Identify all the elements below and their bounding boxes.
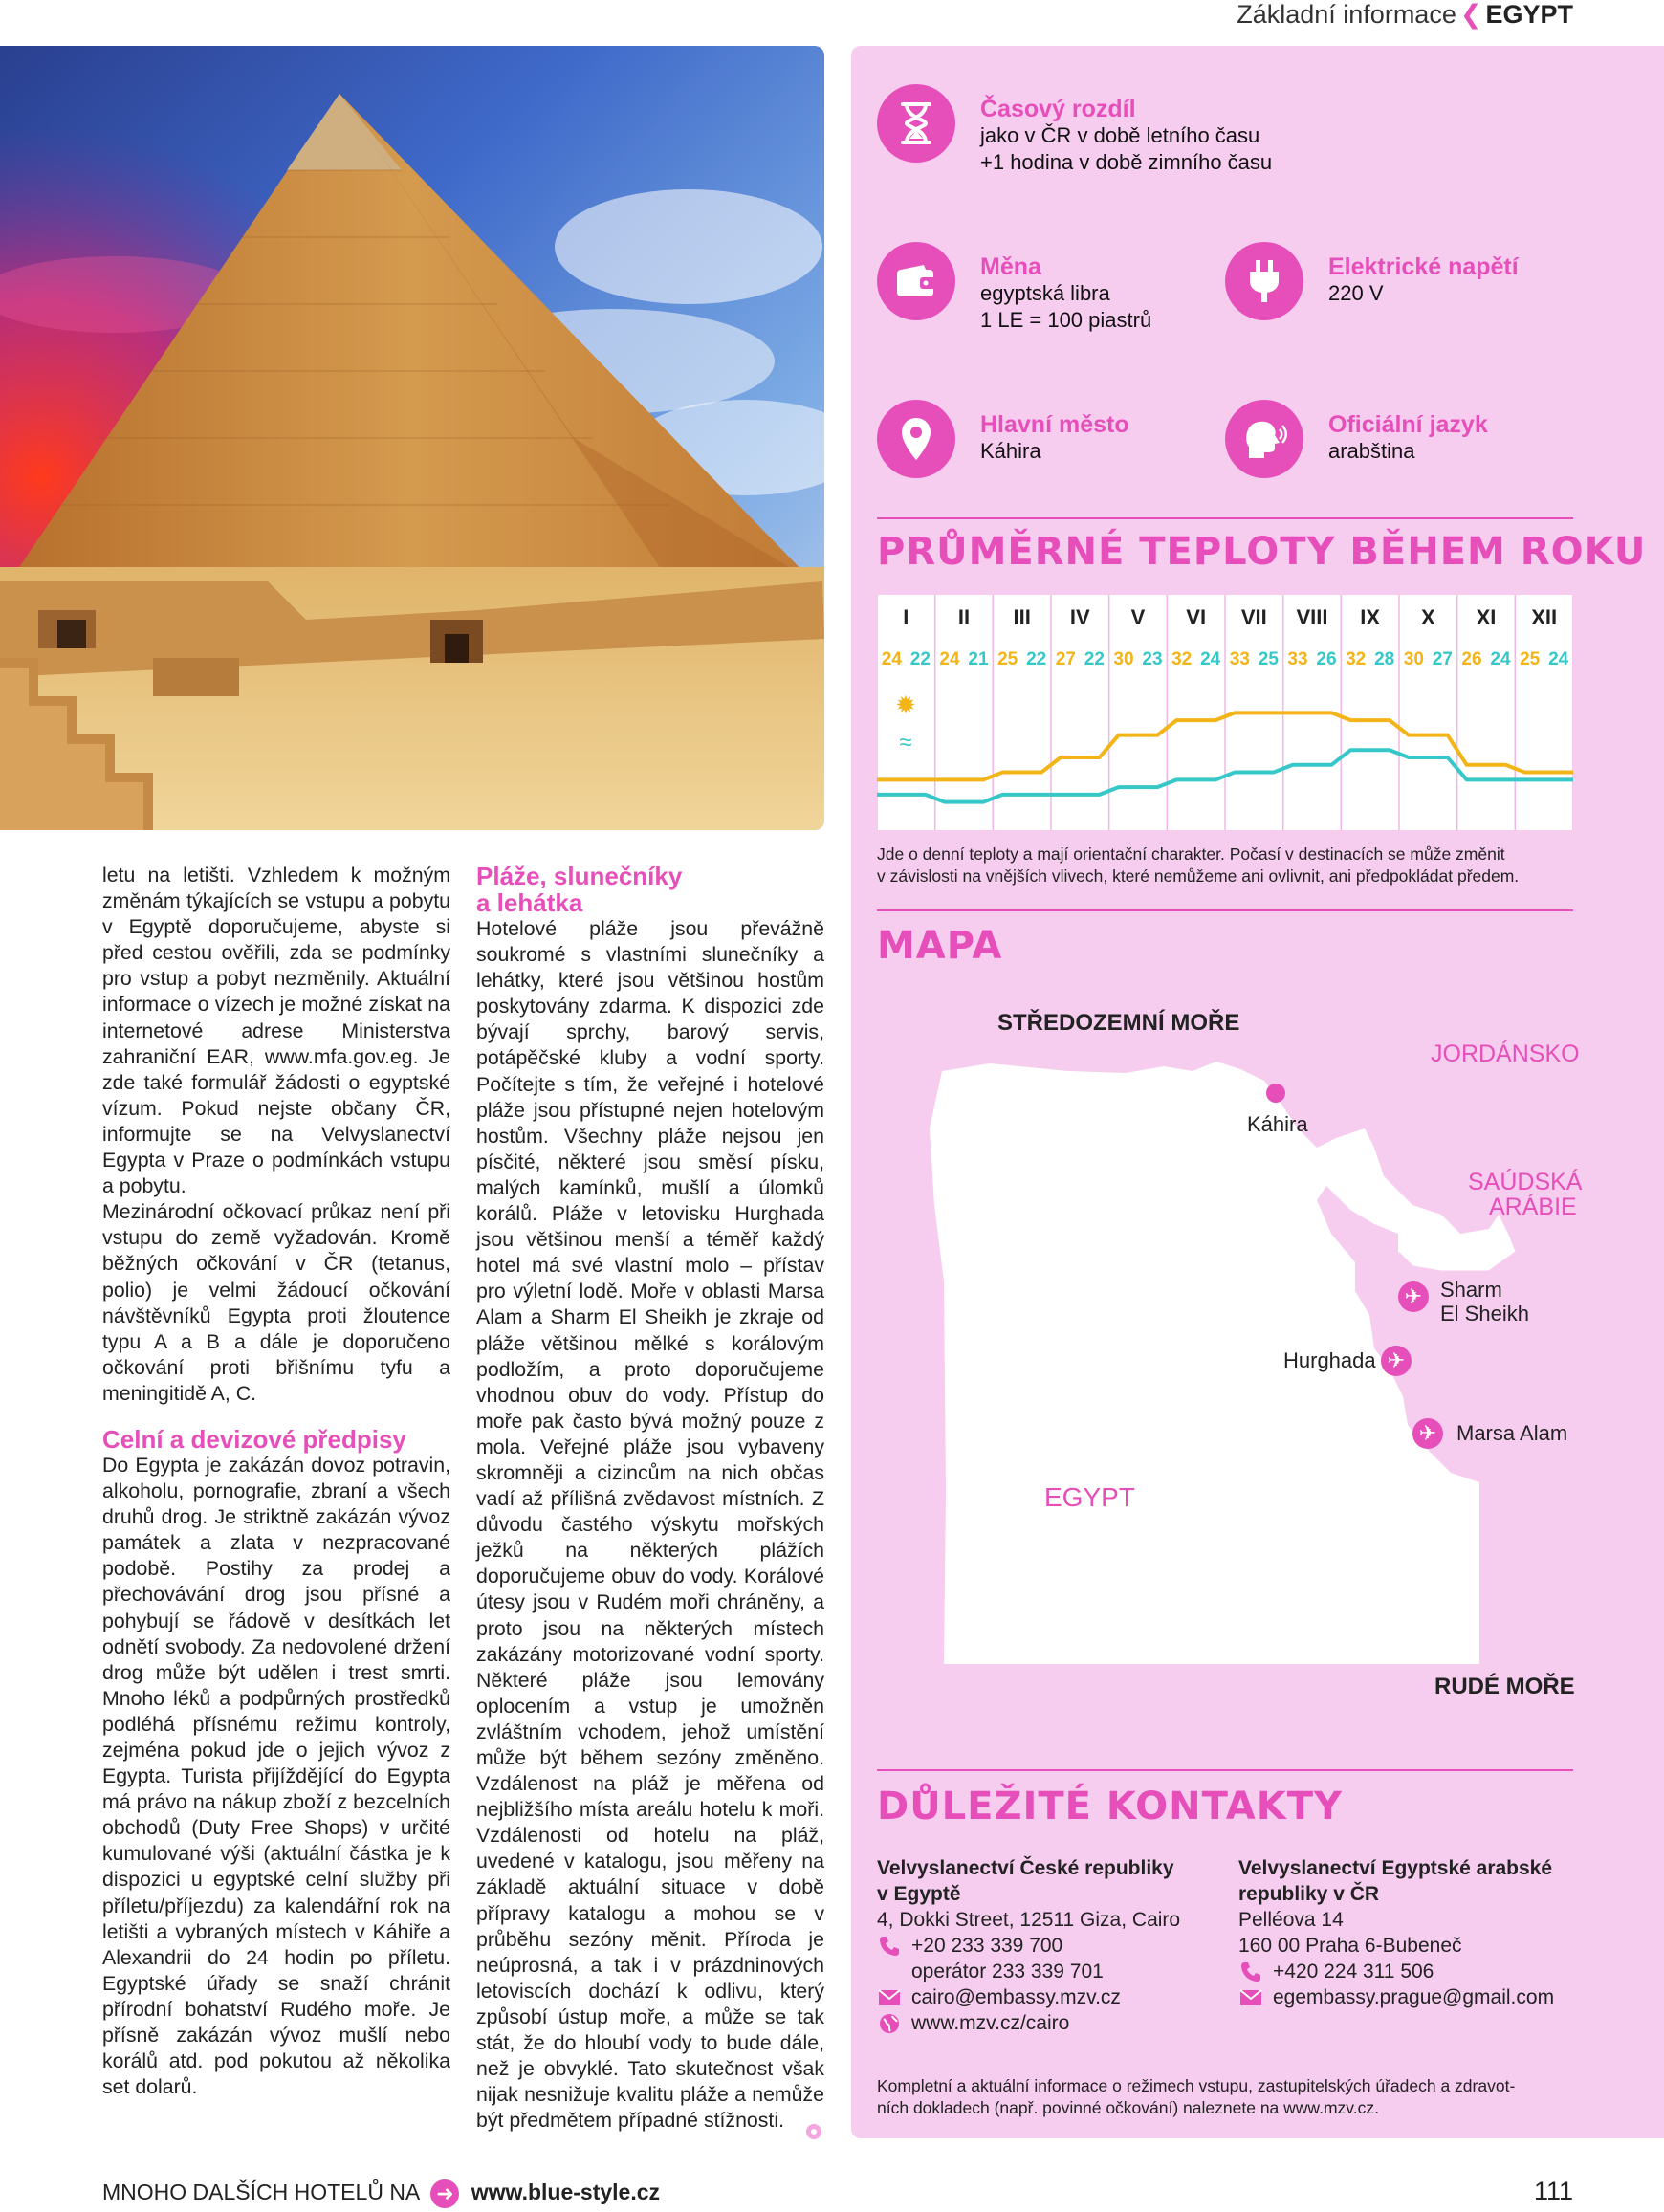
cz-embassy-name-2: v Egyptě [877,1883,961,1905]
phone-icon [877,1936,902,1957]
air-temp-label: 26 [1461,649,1482,669]
voltage-value: 220 V [1328,281,1384,305]
customs-text: Do Egypta je zakázán dovoz potravin, alkoholu, pornografie, zbraní a všech druhů drog. Je striktně zakázán vývoz památek a zlata v nezpracované podobě. Postihy za prodej a přechovávání drog jsou přísné a pohybují se řádově v desítkách let odnětí svobody. Za nedovolené držení drog může být udělen i trest smrti. Mnoho léků a podpůrných prostředků podléhá přísnému režimu kontroly, zejména pokud jde o jejich vývoz z Egypta. Turista přijíždějící do Egypta má právo na nákup zboží z bezcelních obchodů (Duty Free Shops) v určité kumulované výši (aktuální částka je k dispozici u egyptské celní služby při příletu/příjezdu) za kalendářní rok na letišti a vybraných místech v Káhiře a Alexandrii do 24 hodin po příletu. Egyptské úřady se snaží chránit přírodní bohatství Rudého moře. Je přísně zakázán vývoz mušlí nebo korálů atd. pod pokutou až několika set dolarů. [102,1453,450,2099]
eg-embassy-name-2: republiky v ČR [1238,1883,1380,1905]
label-sharm-1: Sharm [1440,1278,1502,1302]
fact-time-difference [877,84,1272,176]
label-red-sea: RUDÉ MOŘE [1434,1674,1575,1699]
divider-contacts [877,1769,1573,1771]
label-mediterranean-sea: STŘEDOZEMNÍ MOŘE [997,1010,1240,1036]
eg-phone[interactable]: +420 224 311 506 [1273,1960,1434,1982]
cz-web-row [877,2010,1180,2036]
contact-eg-embassy [1238,1855,1554,2010]
contact-cz-embassy [877,1855,1180,2036]
egypt-map [877,995,1583,1712]
airport-marsa-alam-icon: ✈ [1412,1418,1443,1449]
beaches-heading-1: Pláže, slunečníky [476,862,683,890]
currency-line1: egyptská libra [980,281,1110,305]
airport-sharm-icon: ✈ [1398,1281,1429,1312]
capital-title: Hlavní město [980,411,1129,438]
month-label: XI [1476,605,1497,629]
currency-line2: 1 LE = 100 piastrů [980,308,1152,332]
customs-heading: Celní a devizové předpisy [102,1424,406,1454]
fact-currency [877,242,1151,334]
eg-phone-row [1238,1959,1554,1984]
beaches-text: Hotelové pláže jsou převážně soukromé s vlastními slunečníky a lehátky, které jsou většinou hostům poskytovány zdarma. K dispozici zde bývají sprchy, barový servis, potápěčské kluby a vodní sporty. Počítejte s tím, že veřejné i hotelové pláže jsou přístupné nejen hotelovým hostům. Všechny pláže nejsou jen písčité, některé jsou směsí písku, malých kamínků, mušlí a úlomků korálů. Pláže v letovisku Hurghada jsou většinou menší a téměř každý hotel má své vlastní molo – přístav pro výletní lodě. Moře v oblasti Marsa Alam a Sharm El Sheikh je zkraje od pláže většinou mělké s korálovým podložím, a proto doporučujeme vhodnou obuv do vody. Přístup do moře pak často bývá možný pouze z mola. Veřejné pláže jsou vybaveny skromněji a cizincům na nich občas vadí až přílišná zvědavost místních. Z důvodu častého výskytu mořských ježků na některých plážích doporučujeme obuv do vody. Korálové útesy jsou v Rudém moři chráněny, a proto jsou na některých místech zakázány motorizované vodní sporty. Některé pláže jsou lemovány oplocením a vstup je umožněn zvláštním vchodem, jehož umístění může být během sezóny změněno. Vzdálenost na pláž je měřena od nejbližšího místa areálu hotelu k moři. Vzdálenosti od hotelu na pláž, uvedené v katalogu, jsou měřeny na základě aktuální situace v době přípravy katalogu a mohou se v průběhu sezóny měnit. Příroda je neúprosná, a tak i v prázdninových letoviscích dochází k odlivu, který způsobí ústup moře, a může se tak stát, že do hloubí vody to bude dále, než je obvyklé. Tato skutečnost však nijak nesnižuje kvalitu pláže a nemůže být předmětem případné stížnosti. [476,917,824,2133]
month-label: III [1013,605,1031,629]
divider-map [877,909,1573,911]
airport-hurghada-icon: ✈ [1381,1346,1412,1376]
time-line1: jako v ČR v době letního času [980,123,1260,147]
chevron-left-icon: ❮ [1459,0,1482,29]
water-temp-label: 28 [1374,649,1395,669]
contacts-note-line2: ních dokladech (např. povinné očkování) naleznete na www.mzv.cz. [877,2098,1379,2117]
cz-embassy-name-1: Velvyslanectví České republiky [877,1857,1174,1879]
month-label: VIII [1296,605,1328,629]
eg-embassy-city: 160 00 Praha 6-Bubeneč [1238,1935,1462,1957]
text-column-2 [476,863,824,2134]
envelope-icon [1238,1987,1263,2008]
language-title: Oficiální jazyk [1328,411,1488,438]
month-label: IV [1069,605,1090,629]
voltage-title: Elektrické napětí [1328,253,1519,280]
water-icon: ≈ [899,730,912,756]
contacts-title: DŮLEŽITÉ KONTAKTY [877,1785,1343,1829]
air-temp-label: 27 [1055,649,1076,669]
month-label: VII [1240,605,1267,629]
temperature-chart [877,595,1573,830]
label-saudi-arabia-2: ARÁBIE [1489,1194,1577,1220]
eg-email-row [1238,1984,1554,2010]
eg-embassy-name-1: Velvyslanectví Egyptské arabské [1238,1857,1553,1879]
time-title: Časový rozdíl [980,96,1136,122]
fact-language [1225,400,1488,478]
text-column-1 [102,863,450,2100]
location-pin-icon [877,400,955,478]
water-temp-label: 24 [1490,649,1511,669]
air-temp-label: 33 [1229,649,1250,669]
temperatures-title: PRŮMĚRNÉ TEPLOTY BĚHEM ROKU [877,530,1647,574]
cairo-marker [1266,1084,1285,1103]
eg-embassy-street: Pelléova 14 [1238,1909,1344,1931]
entry-requirements-text: letu na letišti. Vzhledem k možným změnám týkajících se vstupu a pobytu v Egyptě doporučujeme, abyste si před cestou ověřili, zda se podmínky pro vstup a pobyt nezměnily. Aktuální informace o vízech je možné získat na internetové adrese Ministerstva zahraniční EAR, www.mfa.gov.eg. Je zde také formulář žádosti o egyptské vízum. Pokud nejste občany ČR, informujte se na Velvyslanectví Egypta v Praze o podmínkách vstupu a pobytu. [102,864,450,1198]
water-temp-label: 26 [1316,649,1337,669]
month-label: I [903,605,909,629]
fact-capital [877,400,1129,478]
footer-text: MNOHO DALŠÍCH HOTELŮ NA [102,2179,419,2205]
section-name: Základní informace [1237,0,1456,29]
sun-icon: ✹ [895,690,916,719]
fact-voltage [1225,242,1519,320]
month-label: XII [1531,605,1558,629]
cz-phone-row [877,1933,1180,1959]
label-cairo: Káhira [1247,1112,1308,1136]
country-name: EGYPT [1485,0,1573,29]
globe-icon [877,2013,902,2034]
running-header [1237,0,1573,31]
air-temp-label: 24 [881,649,902,669]
label-marsa-alam: Marsa Alam [1456,1421,1568,1445]
cz-operator: operátor 233 339 701 [911,1960,1104,1982]
vaccination-text: Mezinárodní očkovací průkaz není při vstupu do země vyžadován. Kromě běžných očkování v ČR (tetanus, polio) je velmi žádoucí očkování návštěvníků Egypta proti žloutence typu A a B a dále je doporučeno očkování proti břišnímu tyfu a meningitidě A, C. [102,1200,450,1405]
cz-web[interactable]: www.mzv.cz/cairo [911,2012,1070,2034]
speaking-head-icon [1225,400,1303,478]
temperatures-note [877,843,1519,887]
footer [102,2179,660,2208]
month-label: II [957,605,971,629]
eg-email[interactable]: egembassy.prague@gmail.com [1273,1986,1555,2008]
label-sharm-2: El Sheikh [1440,1302,1529,1325]
map-title: MAPA [877,924,1003,968]
air-temp-label: 25 [1520,649,1541,669]
air-temp-label: 30 [1113,649,1134,669]
language-value: arabština [1328,439,1415,463]
month-label: VI [1186,605,1207,629]
egypt-shape [930,1062,1516,1664]
divider-temperatures [877,517,1573,519]
beaches-heading-2: a lehátka [476,888,583,917]
cz-embassy-address: 4, Dokki Street, 12511 Giza, Cairo [877,1909,1181,1931]
air-temp-label: 30 [1403,649,1424,669]
label-jordan: JORDÁNSKO [1431,1040,1580,1067]
water-temp-label: 23 [1142,649,1163,669]
wallet-icon [877,242,955,320]
hourglass-icon [877,84,955,163]
water-temp-label: 22 [909,649,931,669]
contacts-note [877,2075,1515,2119]
footer-url[interactable]: www.blue-style.cz [471,2179,661,2205]
label-saudi-arabia-1: SAÚDSKÁ [1468,1169,1583,1195]
water-temp-label: 24 [1200,649,1221,669]
water-temp-label: 27 [1432,649,1453,669]
temperatures-note-line1: Jde o denní teploty a mají orientační charakter. Počasí v destinacích se může změnit [877,844,1505,864]
envelope-icon [877,1987,902,2008]
pyramid-photo [0,46,824,830]
plug-icon [1225,242,1303,320]
contacts-note-line1: Kompletní a aktuální informace o režimech vstupu, zastupitelských úřadech a zdravot- [877,2076,1516,2095]
cz-phone[interactable]: +20 233 339 700 [911,1935,1063,1957]
water-temp-label: 22 [1026,649,1047,669]
water-temp-label: 21 [968,649,989,669]
phone-icon [1238,1961,1263,1982]
water-temp-label: 25 [1258,649,1279,669]
air-temp-label: 24 [939,649,960,669]
temperatures-note-line2: v závislosti na vnějších vlivech, které nemůžeme ani ovlivnit, ani předpokládat předem. [877,866,1520,886]
label-egypt: EGYPT [1044,1482,1135,1512]
air-temp-label: 33 [1287,649,1308,669]
air-temp-label: 32 [1346,649,1367,669]
water-temp-label: 22 [1084,649,1105,669]
air-temp-label: 25 [997,649,1018,669]
cz-email[interactable]: cairo@embassy.mzv.cz [911,1986,1121,2008]
month-label: V [1130,605,1146,629]
month-label: X [1420,605,1435,629]
water-temp-label: 24 [1548,649,1569,669]
time-line2: +1 hodina v době zimního času [980,150,1273,174]
label-hurghada: Hurghada [1283,1348,1376,1372]
month-label: IX [1360,605,1381,629]
end-marker-icon [806,2124,821,2139]
page-number: 111 [1533,2177,1573,2205]
arrow-right-icon: ➜ [430,2179,459,2208]
capital-value: Káhira [980,439,1041,463]
air-temp-label: 32 [1171,649,1193,669]
cz-email-row [877,1984,1180,2010]
currency-title: Měna [980,253,1041,280]
